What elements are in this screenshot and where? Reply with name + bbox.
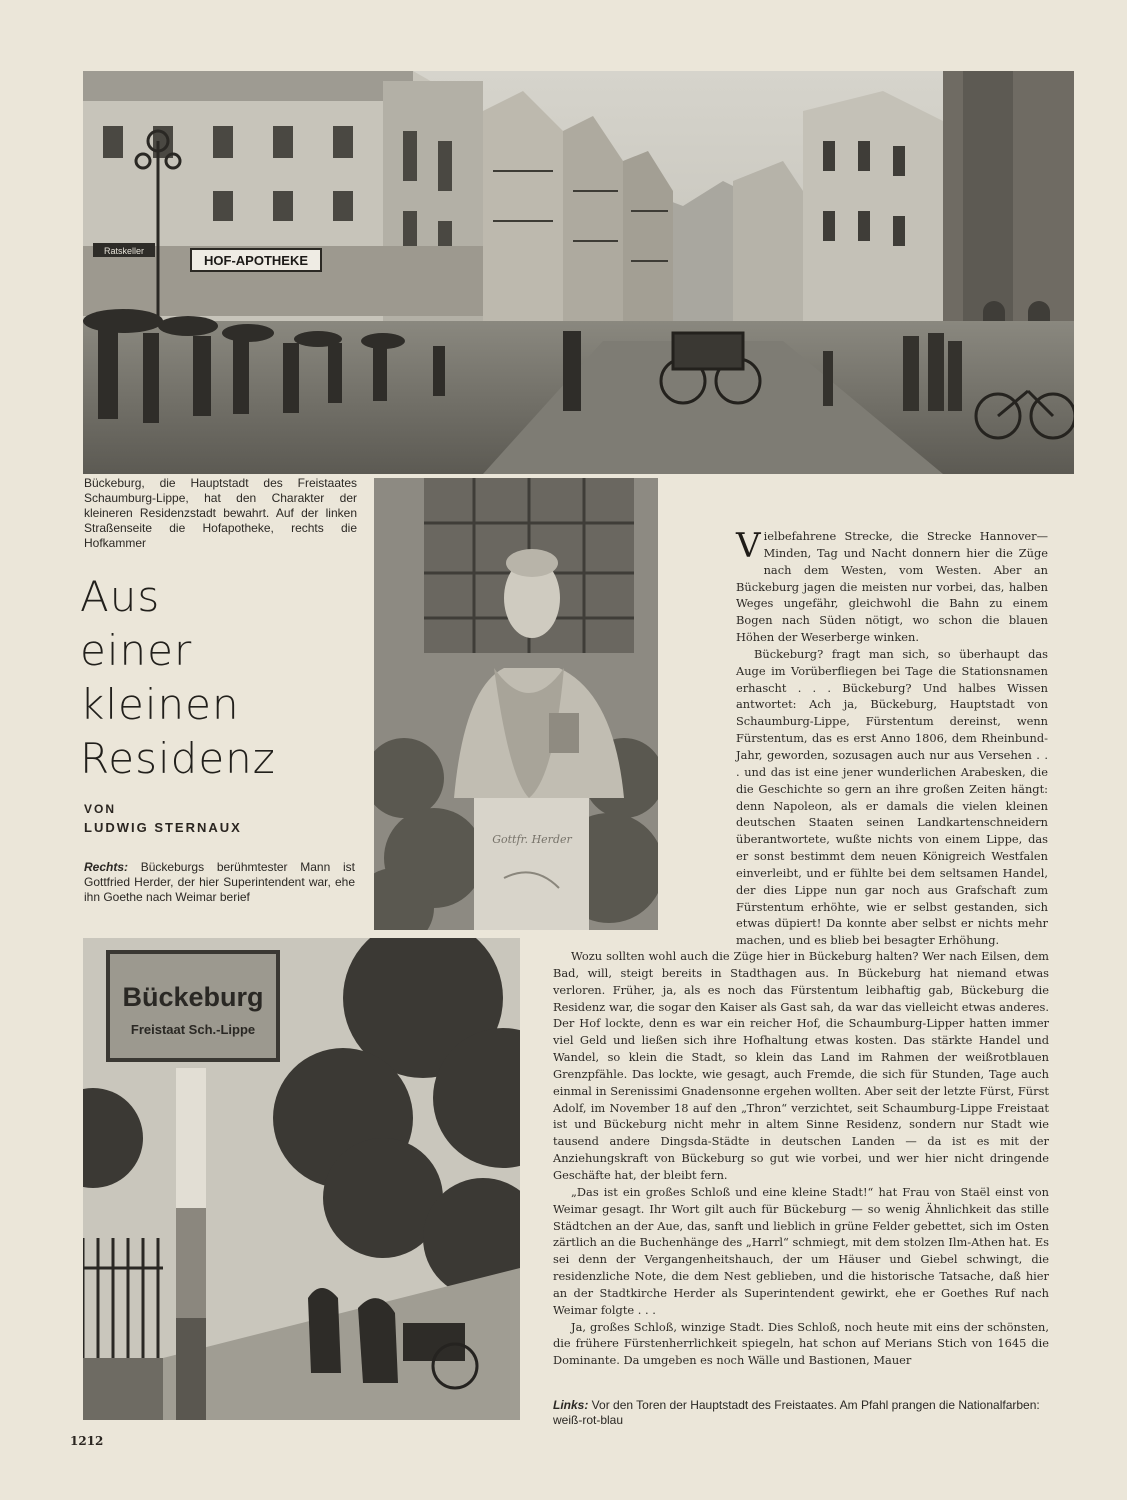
sign-photo-drawing [83, 938, 520, 1420]
title-line: Residenz [80, 734, 276, 783]
article-title [80, 570, 350, 786]
town-sign-state: Freistaat Sch.-Lippe [130, 1022, 256, 1037]
photo-street-scene [83, 71, 1074, 474]
title-line: einer [80, 626, 193, 675]
caption-text: Vor den Toren der Hauptstadt des Freistaates. Am Pfahl prangen die Nationalfarben: weiß-rot-blau [553, 1398, 1040, 1427]
title-line: Aus [80, 572, 161, 621]
paragraph-1-text: ielbefahrene Strecke, die Strecke Hannover—Minden, Tag und Nacht donnern hier die Züge nach dem Westen, vom Westen. Aber an Bückeburg jagen die meisten nur vorbei, das, halben Weges ungefähr, gleichwohl die Bahn zu einem Bogen nach Süden nötigt, wo schon die blauen Höhen der Weserberge winken. [736, 529, 1048, 645]
photo-herder-statue [374, 478, 658, 930]
town-sign-name: Bückeburg [122, 982, 264, 1012]
street-photo-caption: Bückeburg, die Hauptstadt des Freistaates Schaumburg-Lippe, hat den Charakter der kleineren Residenzstadt bewahrt. Auf der linken Straßenseite die Hofapotheke, rechts die Hofkammer [84, 476, 357, 550]
street-photo-drawing [83, 71, 1074, 474]
pedestal-inscription: Gottfr. Herder [492, 833, 572, 846]
paragraph-4: „Das ist ein großes Schloß und eine kleine Stadt!“ hat Frau von Staël einst von Weimar gesagt. Ihr Wort gilt auch für Bückeburg — so wenig Ähnlichkeit das stille Städtchen an der Aue, das, sanft und lieblich in grüne Felder gebettet, sich im Osten zärtlich an die Buchenhänge des „Harrl“ schmiegt, mit dem stolzen Ilm-Athen hat. Es sei denn der Vergangenheitshauch, der um Häuser und Giebel schwingt, die residenzliche Note, die dem Nest geblieben, und die historische Tatsache, daß hier an der Stadtkirche Herder als Superintendent gewirkt, ehe er Goethes Ruf nach Weimar folgte . . . [553, 1184, 1049, 1317]
paragraph-3: Wozu sollten wohl auch die Züge hier in Bückeburg halten? Wer nach Eilsen, dem Bad, will, steigt bereits in Stadthagen aus. In Bückeburg hat niemand etwas verloren. Früher, ja, als es noch das Fürstentum leibhaftig gab, Bückeburg die Residenz war, die sogar den Kaiser als Gast sah, da war das vielleicht etwas anderes. Der Hof lockte, denn es war ein reicher Hof, die Schaumburg-Lipper hatten immer viel Geld und ließen sich ihre Hofhaltung etwas kosten. Das stärkte Handel und Wandel, so klein die Stadt, so klein das Land im Rahmen der weißrotblauen Grenzpfähle. Das lockte, wie gesagt, auch Fremde, die sich für Stunden, Tage auch einmal in Serenissimi Gnadensonne ergehen wollten. Aber seit der letzte Fürst, Fürst Adolf, im November 18 auf den „Thron“ verzichtet, seit Schaumburg-Lippe Freistaat ist und Bückeburg nicht mehr in altem Sinne Residenz, sondern nur Stadt wie tausend andere Dingsda-Städte in deutschen Landen — da ist es mit der Anziehungskraft von Bückeburg so gut wie vorbei, und wer hier nicht dringende Geschäfte hat, der bleibt fern. [553, 949, 1049, 1182]
paragraph-5: Ja, großes Schloß, winzige Stadt. Dies Schloß, noch heute mit eins der schönsten, die frühere Fürstenherrlichkeit spiegeln, hat schon auf Merians Stich von 1645 die Dominante. Da umgeben es noch Wälle und Bastionen, Mauer [553, 1319, 1049, 1368]
herder-photo-drawing [374, 478, 658, 930]
caption-lead: Links: [553, 1398, 589, 1412]
article-column-lower [553, 948, 1049, 1369]
caption-lead: Rechts: [84, 860, 129, 874]
title-line: kleinen [80, 680, 240, 729]
drop-cap: V [736, 526, 761, 566]
hofapotheke-sign: HOF-APOTHEKE [204, 253, 308, 268]
paragraph-2: Bückeburg? fragt man sich, so überhaupt das Auge im Vorüberfliegen bei Tage die Stationsnamen erhascht . . . Bückeburg? Und halbes Wissen antwortet: Ach ja, Bückeburg, Hauptstadt von Schaumburg-Lippe, Fürstentum dereinst, wenn Fürstentum, das es erst Anno 1806, dem Rheinbund-Jahr, geworden, sozusagen auch nur aus Versehen . . . und das ist eine jener wunderlichen Arabesken, die die Geschichte so gern an ihre großen Zeiten hängt: denn Napoleon, als er damals die vielen kleinen deutschen Staaten seinen Landkartenschneidern überantwortete, wußte nichts von einem Lippe, das er sonst bestimmt dem neuen Königreich Westfalen einverleibt, und er fühlte bei dem seltsamen Handel, der dies Lippe nun gar noch aus Grafschaft zum Fürstentum erhöhte, wie er selbst gestanden, sich etwas düpiert! Da konnte aber selbst er nichts mehr machen, und es blieb bei besagter Erhöhung. [736, 646, 1048, 948]
herder-photo-caption [84, 860, 355, 905]
author-prefix: VON [84, 802, 117, 816]
page-number: 1212 [70, 1434, 104, 1448]
author-name: LUDWIG STERNAUX [84, 820, 242, 835]
photo-town-sign [83, 938, 520, 1420]
article-column-upper [736, 528, 1048, 949]
sign-photo-caption [553, 1398, 1049, 1428]
ratskeller-sign: Ratskeller [103, 246, 145, 256]
paragraph-1 [736, 528, 1048, 646]
caption-text: Bückeburgs berühmtester Mann ist Gottfried Herder, der hier Superintendent war, ehe ihn Goethe nach Weimar berief [84, 860, 355, 904]
